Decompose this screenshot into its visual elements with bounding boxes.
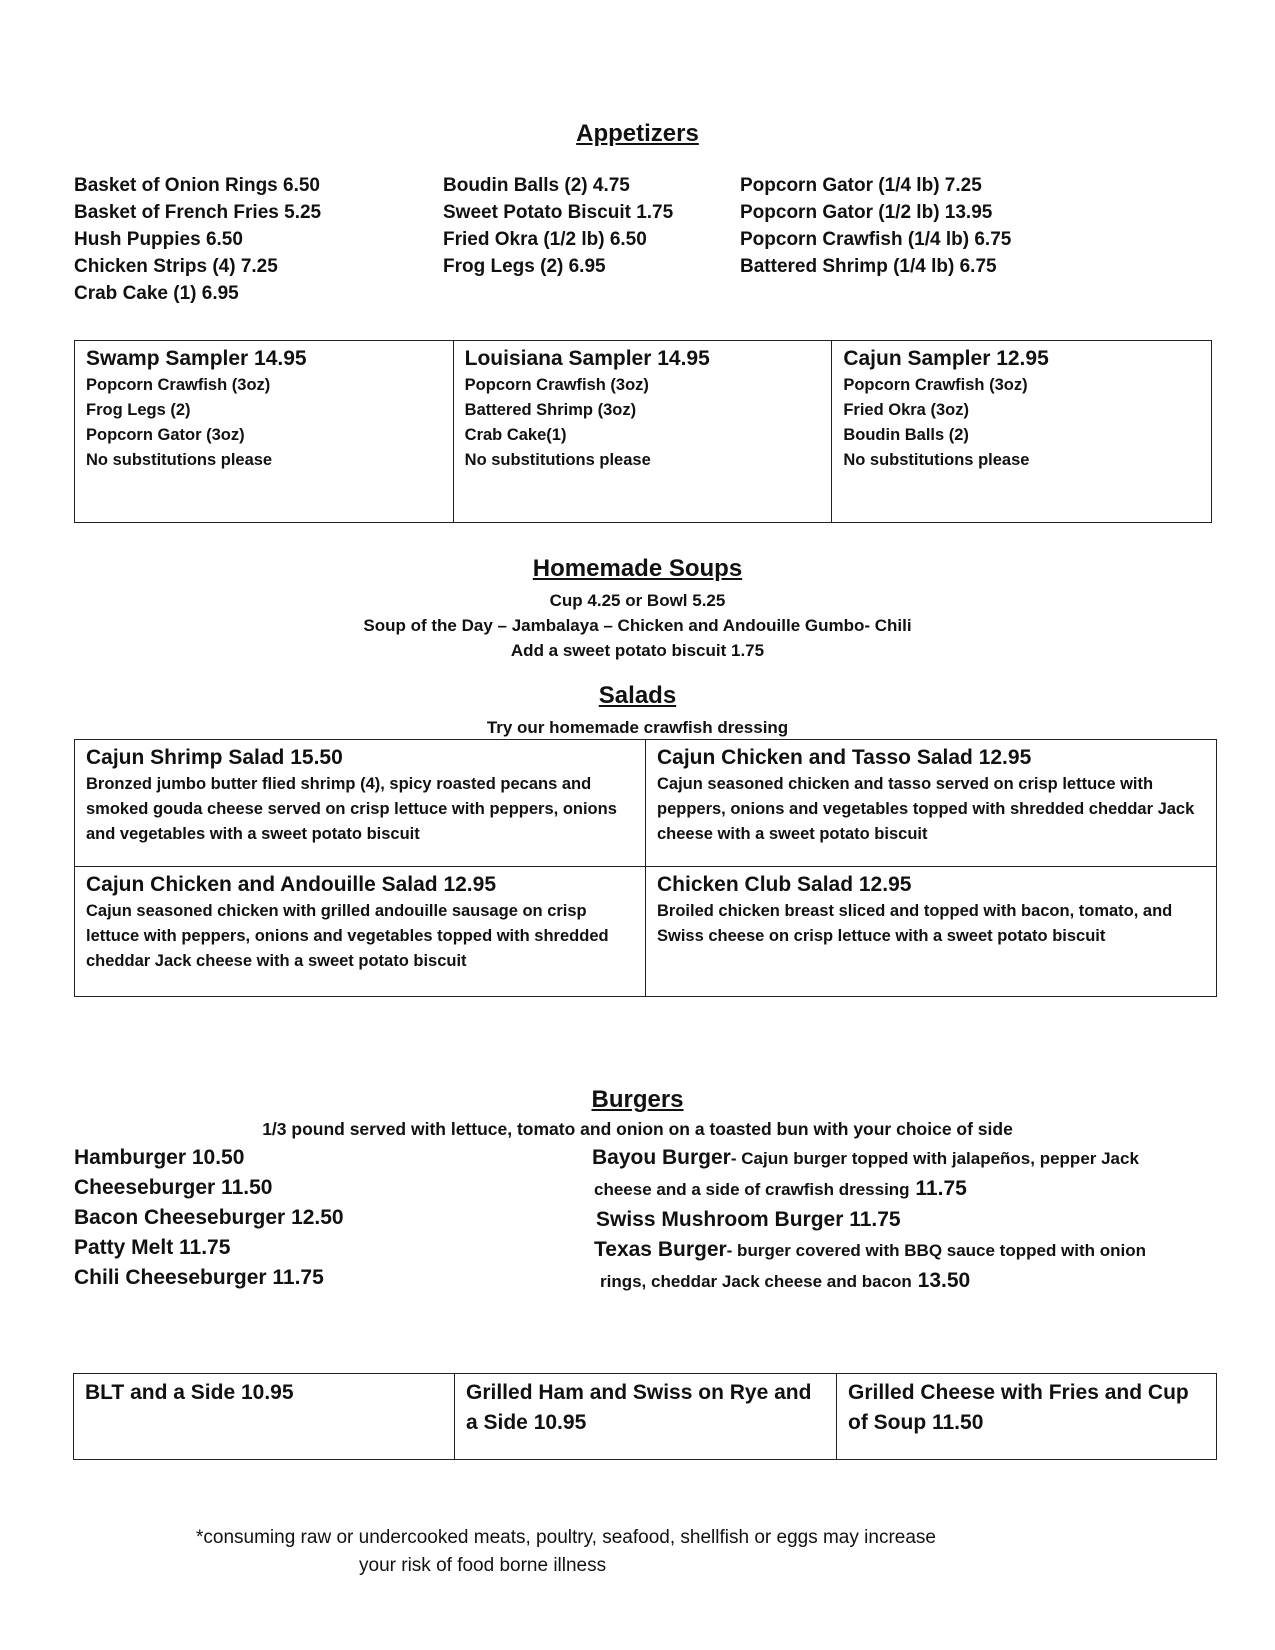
appetizers-col-1	[74, 172, 321, 307]
menu-item-name: Bayou Burger	[592, 1146, 731, 1169]
salads-heading: Salads	[598, 682, 677, 709]
menu-item: Basket of French Fries 5.25	[74, 202, 322, 223]
menu-item: Fried Okra (1/2 lb) 6.50	[443, 229, 647, 250]
burgers-col-left	[74, 1143, 344, 1293]
samplers-table	[74, 340, 1212, 523]
menu-item: Bacon Cheeseburger 12.50	[74, 1206, 344, 1229]
bayou-burger-cont	[592, 1174, 1146, 1205]
salad-cell	[646, 867, 1216, 996]
menu-item: Chili Cheeseburger 11.75	[74, 1266, 324, 1289]
soups-heading: Homemade Soups	[532, 555, 743, 582]
texas-burger-cont	[592, 1266, 1146, 1297]
appetizers-col-2	[443, 172, 673, 280]
sandwich-cell	[74, 1374, 455, 1459]
bayou-burger	[592, 1143, 1146, 1174]
menu-item-desc: rings, cheddar Jack cheese and bacon	[600, 1272, 912, 1291]
salad-desc: Cajun seasoned chicken with grilled andouille sausage on crisp lettuce with peppers, onions and vegetables topped with shredded cheddar Jack cheese with a sweet potato biscuit	[86, 902, 609, 970]
salad-title: Chicken Club Salad 12.95	[657, 873, 912, 896]
salad-desc: Cajun seasoned chicken and tasso served on crisp lettuce with peppers, onions and vegetables topped with shredded cheddar Jack cheese with a sweet potato biscuit	[657, 775, 1195, 843]
sampler-item: Boudin Balls (2)	[843, 426, 969, 444]
salad-title: Cajun Chicken and Andouille Salad 12.95	[86, 873, 496, 896]
sandwich-title: BLT and a Side 10.95	[85, 1381, 294, 1404]
soups-line: Add a sweet potato biscuit 1.75	[510, 641, 765, 660]
appetizers-heading: Appetizers	[576, 120, 699, 147]
menu-item: Hamburger 10.50	[74, 1146, 245, 1169]
sampler-item: No substitutions please	[843, 451, 1030, 469]
salads-table	[74, 739, 1217, 997]
sandwich-cell	[837, 1374, 1216, 1459]
menu-item: Boudin Balls (2) 4.75	[443, 175, 630, 196]
sampler-item: Fried Okra (3oz)	[843, 401, 969, 419]
texas-burger	[592, 1235, 1146, 1266]
salad-cell	[75, 740, 646, 867]
sampler-item: Battered Shrimp (3oz)	[464, 401, 637, 419]
sampler-item: No substitutions please	[464, 451, 651, 469]
salad-title: Cajun Shrimp Salad 15.50	[86, 746, 343, 769]
sandwich-cell	[455, 1374, 837, 1459]
sampler-item: Crab Cake(1)	[464, 426, 567, 444]
menu-item: Sweet Potato Biscuit 1.75	[443, 202, 674, 223]
sampler-item: Frog Legs (2)	[86, 401, 191, 419]
salad-desc: Bronzed jumbo butter flied shrimp (4), spicy roasted pecans and smoked gouda cheese served on crisp lettuce with peppers, onions and vegetables with a sweet potato biscuit	[86, 775, 617, 843]
sampler-item: Popcorn Crawfish (3oz)	[843, 376, 1028, 394]
menu-item: Cheeseburger 11.50	[74, 1176, 273, 1199]
sampler-item: No substitutions please	[86, 451, 273, 469]
soups-line: Soup of the Day – Jambalaya – Chicken and Andouille Gumbo- Chili	[363, 616, 912, 635]
sampler-cell	[75, 341, 454, 522]
menu-item: Crab Cake (1) 6.95	[74, 283, 239, 304]
menu-item: Popcorn Gator (1/4 lb) 7.25	[740, 175, 982, 196]
menu-item-name: Texas Burger	[594, 1238, 727, 1261]
soups-line: Cup 4.25 or Bowl 5.25	[549, 591, 726, 610]
menu-item: Popcorn Gator (1/2 lb) 13.95	[740, 202, 993, 223]
menu-item-price: 13.50	[917, 1269, 971, 1292]
footer-disclaimer-line-1: *consuming raw or undercooked meats, poultry, seafood, shellfish or eggs may increase	[196, 1527, 936, 1548]
menu-item: Popcorn Crawfish (1/4 lb) 6.75	[740, 229, 1012, 250]
sampler-item: Popcorn Crawfish (3oz)	[464, 376, 649, 394]
menu-item: Chicken Strips (4) 7.25	[74, 256, 278, 277]
menu-item-price: 11.75	[915, 1177, 967, 1200]
menu-item: Frog Legs (2) 6.95	[443, 256, 606, 277]
menu-item-desc: - Cajun burger topped with jalapeños, pepper Jack	[730, 1149, 1139, 1168]
menu-item: Hush Puppies 6.50	[74, 229, 243, 250]
menu-item-desc: - burger covered with BBQ sauce topped with onion	[726, 1241, 1147, 1260]
sampler-title: Louisiana Sampler 14.95	[464, 347, 710, 370]
salad-cell	[75, 867, 646, 996]
sampler-title: Swamp Sampler 14.95	[86, 347, 307, 370]
sampler-item: Popcorn Crawfish (3oz)	[86, 376, 271, 394]
sampler-item: Popcorn Gator (3oz)	[86, 426, 245, 444]
sampler-cell	[454, 341, 833, 522]
menu-item: Patty Melt 11.75	[74, 1236, 231, 1259]
burgers-col-right	[592, 1143, 1146, 1297]
menu-item: Basket of Onion Rings 6.50	[74, 175, 320, 196]
burgers-heading: Burgers	[591, 1086, 684, 1113]
burgers-note: 1/3 pound served with lettuce, tomato and onion on a toasted bun with your choice of side	[262, 1119, 1013, 1139]
footer-disclaimer-line-2: your risk of food borne illness	[359, 1555, 607, 1576]
menu-item: Battered Shrimp (1/4 lb) 6.75	[740, 256, 997, 277]
sandwich-title: Grilled Ham and Swiss on Rye and a Side 10.95	[466, 1381, 812, 1434]
menu-item-desc: cheese and a side of crawfish dressing	[594, 1180, 910, 1199]
sampler-cell	[832, 341, 1211, 522]
salad-title: Cajun Chicken and Tasso Salad 12.95	[657, 746, 1032, 769]
salad-cell	[646, 740, 1216, 867]
appetizers-col-3	[740, 172, 1011, 280]
menu-item: Swiss Mushroom Burger 11.75	[596, 1208, 901, 1231]
salads-note: Try our homemade crawfish dressing	[486, 718, 789, 737]
sampler-title: Cajun Sampler 12.95	[843, 347, 1049, 370]
sandwiches-table	[73, 1373, 1217, 1460]
sandwich-title: Grilled Cheese with Fries and Cup of Soup 11.50	[848, 1381, 1189, 1434]
salad-desc: Broiled chicken breast sliced and topped with bacon, tomato, and Swiss cheese on crisp lettuce with a sweet potato biscuit	[657, 902, 1173, 945]
